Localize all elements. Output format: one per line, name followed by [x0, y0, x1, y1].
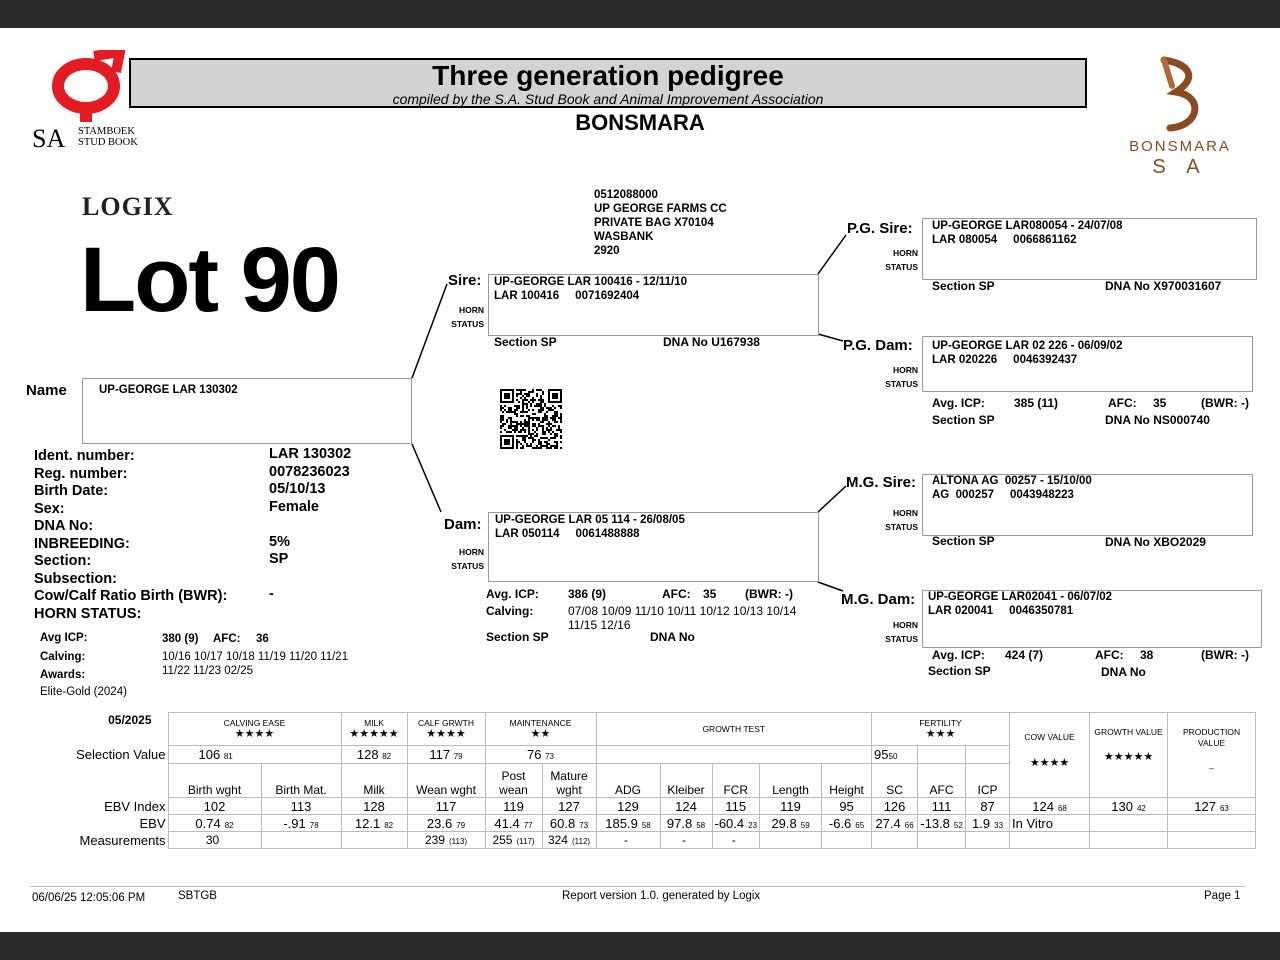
footer-report: Report version 1.0. generated by Logix — [562, 890, 761, 902]
ebv-cell: 60.8 73 — [542, 815, 596, 832]
group-milk: MILK ★★★★★ — [341, 713, 407, 746]
dam-afc-label: AFC: — [662, 587, 691, 601]
group-cow-value: COW VALUE ★★★★ — [1010, 713, 1090, 798]
logix-logo: LOGIX — [82, 192, 174, 221]
measurement-cell: - — [596, 832, 660, 849]
animal-field-label: INBREEDING: — [34, 535, 130, 552]
pg-dam-afc: 35 — [1153, 396, 1167, 410]
pg-dam-dna: DNA No NS000740 — [1105, 413, 1210, 427]
ebv-index-cell: 124 — [660, 798, 712, 815]
cow-value-index: 124 68 — [1010, 798, 1090, 815]
ebv-index-cell: 95 — [822, 798, 872, 815]
ebv-index-cell: 115 — [712, 798, 760, 815]
ebv-cell: -6.6 65 — [822, 815, 872, 832]
measurement-cell — [918, 832, 966, 849]
selection-growth: 117 79 — [407, 746, 485, 764]
pg-dam-line1: UP-GEORGE LAR 02 226 - 06/09/02 — [932, 340, 1123, 352]
pg-dam-label: P.G. Dam: — [843, 337, 913, 354]
ebv-index-cell: 87 — [966, 798, 1010, 815]
pg-dam-line2: LAR 020226 0046392437 — [932, 354, 1078, 366]
animal-field-value: 0078236023 — [269, 463, 350, 480]
in-vitro-cell: In Vitro — [1010, 815, 1090, 832]
column-header: Length — [760, 764, 822, 798]
animal-field-label: Reg. number: — [34, 465, 128, 482]
ebv-index-cell: 129 — [596, 798, 660, 815]
mg-dam-dna: DNA No — [1101, 665, 1146, 679]
animal-field-label: DNA No: — [34, 518, 94, 534]
column-header: SC — [872, 764, 918, 798]
measurement-cell — [261, 832, 341, 849]
dam-calving-label: Calving: — [486, 604, 534, 618]
group-growth-value: GROWTH VALUE ★★★★★ — [1090, 713, 1168, 798]
column-header: ADG — [596, 764, 660, 798]
mg-dam-avg-icp: 424 (7) — [1005, 648, 1044, 662]
animal-field-label: Ident. number: — [34, 448, 135, 464]
calf-growth-stars-icon: ★★★★ — [426, 728, 466, 740]
animal-field-label: Birth Date: — [34, 483, 109, 499]
column-header: Wean wght — [407, 764, 485, 798]
mg-sire-horn-status: HORN STATUS — [885, 508, 918, 532]
dam-line2: LAR 050114 0061488888 — [495, 528, 640, 540]
pg-dam-avg-icp: 385 (11) — [1014, 396, 1059, 410]
measurement-cell: 30 — [168, 832, 261, 849]
pg-sire-label: P.G. Sire: — [847, 220, 913, 237]
animal-avg-icp: 380 (9) — [162, 633, 199, 645]
column-header: ICP — [966, 764, 1010, 798]
column-header: FCR — [712, 764, 760, 798]
animal-calving-label: Calving: — [40, 651, 86, 663]
logo-studbook: STUD BOOK — [78, 137, 138, 148]
ebv-table — [20, 712, 1256, 849]
column-header: Height — [822, 764, 872, 798]
pg-dam-bwr: (BWR: -) — [1201, 396, 1249, 410]
growth-value-index: 130 42 — [1090, 798, 1168, 815]
measurement-cell: 324 (112) — [542, 832, 596, 849]
growth-value-stars-icon: ★★★★★ — [1103, 751, 1154, 763]
mg-dam-line2: LAR 020041 0046350781 — [928, 605, 1074, 617]
production-value-index: 127 63 — [1168, 798, 1256, 815]
sire-dna: DNA No U167938 — [663, 335, 760, 349]
page-title: Three generation pedigree — [432, 60, 784, 91]
animal-field-value: - — [269, 586, 274, 602]
dam-section: Section SP — [486, 630, 549, 644]
mg-sire-line2: AG 000257 0043948223 — [932, 489, 1074, 501]
ebv-cell: -.91 78 — [261, 815, 341, 832]
dam-bwr: (BWR: -) — [745, 587, 793, 601]
group-calving-ease: CALVING EASE ★★★★ — [168, 713, 341, 746]
dam-horn-status: HORN STATUS — [451, 547, 484, 571]
lot-number: Lot 90 — [80, 229, 339, 331]
footer-page: Page 1 — [1204, 890, 1241, 902]
animal-awards-label: Awards: — [40, 669, 86, 681]
animal-afc-label: AFC: — [213, 633, 241, 645]
animal-field-label: Cow/Calf Ratio Birth (BWR): — [34, 588, 228, 604]
animal-field-value: LAR 130302 — [269, 446, 352, 462]
measurement-cell: - — [660, 832, 712, 849]
pg-dam-horn-status: HORN STATUS — [885, 365, 918, 389]
selection-milk: 128 82 — [341, 746, 407, 764]
row-label-index: EBV Index — [104, 798, 166, 814]
group-calf-growth: CALF GRWTH ★★★★ — [407, 713, 485, 746]
animal-calving-2: 11/22 11/23 02/25 — [162, 665, 254, 677]
column-header: Birth Mat. — [261, 764, 341, 798]
ebv-cell: -60.4 23 — [712, 815, 760, 832]
ebv-index-cell: 111 — [918, 798, 966, 815]
ebv-index-cell: 126 — [872, 798, 918, 815]
sire-line2: LAR 100416 0071692404 — [494, 290, 640, 302]
selection-maintenance: 76 73 — [485, 746, 596, 764]
dam-dna: DNA No — [650, 630, 695, 644]
ebv-index-cell: 119 — [760, 798, 822, 815]
animal-awards: Elite-Gold (2024) — [40, 686, 127, 698]
animal-avg-icp-label: Avg ICP: — [40, 632, 88, 644]
ebv-cell: -13.8 52 — [918, 815, 966, 832]
milk-stars-icon: ★★★★★ — [349, 728, 399, 740]
measurement-cell — [341, 832, 407, 849]
mg-dam-afc-label: AFC: — [1095, 648, 1124, 662]
mg-sire-section: Section SP — [932, 534, 995, 548]
production-value-stars: – — [1209, 763, 1214, 773]
ebv-index-cell: 102 — [168, 798, 261, 815]
ebv-cell: 12.1 82 — [341, 815, 407, 832]
dam-label: Dam: — [444, 516, 482, 533]
footer-user: SBTGB — [178, 890, 217, 902]
ebv-index-cell: 128 — [341, 798, 407, 815]
table-date: 05/2025 — [108, 712, 152, 727]
column-header: Milk — [341, 764, 407, 798]
animal-field-value: Female — [269, 498, 319, 515]
column-header: Birth wght — [168, 764, 261, 798]
bonsmara-sa-text: S A — [1152, 156, 1208, 178]
cow-value-stars-icon: ★★★★ — [1029, 757, 1070, 769]
pg-sire-section: Section SP — [932, 279, 995, 293]
fertility-stars-icon: ★★★ — [925, 728, 956, 740]
qr-code — [500, 389, 562, 449]
measurement-cell: - — [712, 832, 760, 849]
mg-sire-dna: DNA No XBO2029 — [1105, 535, 1206, 549]
footer-datetime: 06/06/25 12:05:06 PM — [32, 892, 146, 904]
column-header: AFC — [918, 764, 966, 798]
page-subtitle: compiled by the S.A. Stud Book and Animal Improvement Association — [392, 91, 824, 107]
group-fertility: FERTILITY ★★★ — [872, 713, 1010, 746]
animal-field-value: SP — [269, 551, 289, 567]
selection-calving: 106 81 — [168, 746, 341, 764]
ebv-index-cell: 127 — [542, 798, 596, 815]
pedigree-page — [0, 28, 1280, 932]
column-header: Kleiber — [660, 764, 712, 798]
group-growth-test: GROWTH TEST — [596, 713, 872, 746]
mg-dam-bwr: (BWR: -) — [1201, 648, 1249, 662]
mg-dam-section: Section SP — [928, 664, 991, 678]
breeder-address: 0512088000 UP GEORGE FARMS CC PRIVATE BAG X70104 WASBANK 2920 — [594, 189, 727, 257]
measurement-cell — [872, 832, 918, 849]
sire-label: Sire: — [448, 272, 482, 289]
dam-calving-1: 07/08 10/09 11/10 10/11 10/12 10/13 10/14 — [568, 604, 797, 618]
row-label-measurements: Measurements — [79, 832, 166, 848]
ebv-cell: 41.4 77 — [485, 815, 542, 832]
dam-avg-icp: 386 (9) — [568, 587, 607, 601]
footer-divider — [30, 886, 1245, 887]
animal-field-value: 5% — [269, 533, 290, 550]
mg-dam-line1: UP-GEORGE LAR02041 - 06/07/02 — [928, 591, 1113, 603]
pg-dam-avg-icp-label: Avg. ICP: — [932, 396, 985, 410]
logo-sa-text: SA — [32, 124, 66, 153]
animal-name: UP-GEORGE LAR 130302 — [99, 384, 238, 396]
dam-line1: UP-GEORGE LAR 05 114 - 26/08/05 — [495, 514, 685, 526]
ebv-index-cell: 117 — [407, 798, 485, 815]
ebv-cell: 27.4 66 — [872, 815, 918, 832]
animal-afc: 36 — [256, 633, 269, 645]
bonsmara-logo-text: BONSMARA — [1129, 138, 1231, 155]
column-header: Mature wght — [542, 764, 596, 798]
sire-line1: UP-GEORGE LAR 100416 - 12/11/10 — [494, 276, 688, 288]
logo-stamboek: STAMBOEK — [78, 126, 135, 137]
pg-dam-afc-label: AFC: — [1108, 396, 1137, 410]
name-label: Name — [26, 382, 67, 399]
sire-section: Section SP — [494, 335, 557, 349]
measurement-cell — [822, 832, 872, 849]
ebv-index-cell: 113 — [261, 798, 341, 815]
row-label-selection: Selection Value — [76, 747, 166, 762]
mg-dam-avg-icp-label: Avg. ICP: — [932, 648, 985, 662]
calving-ease-stars-icon: ★★★★ — [234, 728, 275, 740]
mg-sire-label: M.G. Sire: — [846, 474, 917, 491]
group-production-value: PRODUCTION VALUE – — [1168, 713, 1256, 798]
animal-calving-1: 10/16 10/17 10/18 11/19 11/20 11/21 — [162, 651, 349, 663]
pg-sire-line1: UP-GEORGE LAR080054 - 24/07/08 — [932, 220, 1123, 232]
dam-calving-2: 11/15 12/16 — [568, 618, 631, 632]
pg-sire-dna: DNA No X970031607 — [1105, 279, 1222, 293]
maintenance-stars-icon: ★★ — [530, 728, 551, 740]
pg-sire-horn-status: HORN STATUS — [885, 248, 918, 272]
ebv-cell: 23.6 79 — [407, 815, 485, 832]
animal-field-label: HORN STATUS: — [34, 605, 142, 622]
measurement-cell — [760, 832, 822, 849]
measurement-cell: 239 (113) — [407, 832, 485, 849]
mg-dam-label: M.G. Dam: — [841, 591, 916, 608]
pg-dam-section: Section SP — [932, 413, 995, 427]
animal-field-label: Subsection: — [34, 570, 117, 587]
animal-field-value: 05/10/13 — [269, 481, 326, 497]
measurement-cell: 255 (117) — [485, 832, 542, 849]
mg-dam-afc: 38 — [1140, 648, 1154, 662]
ebv-index-cell: 119 — [485, 798, 542, 815]
animal-field-label: Section: — [34, 553, 92, 569]
ebv-cell: 0.74 82 — [168, 815, 261, 832]
measurement-cell — [966, 832, 1010, 849]
row-label-ebv: EBV — [139, 815, 166, 831]
dam-avg-icp-label: Avg. ICP: — [486, 587, 539, 601]
ebv-cell: 29.8 59 — [760, 815, 822, 832]
selection-fertility: 9550 — [872, 746, 918, 764]
ebv-cell: 1.9 33 — [966, 815, 1010, 832]
pg-sire-line2: LAR 080054 0066861162 — [932, 234, 1077, 246]
group-maintenance: MAINTENANCE ★★ — [485, 713, 596, 746]
mg-dam-horn-status: HORN STATUS — [885, 620, 918, 644]
ebv-cell: 97.8 58 — [660, 815, 712, 832]
sire-horn-status: HORN STATUS — [451, 305, 484, 329]
dam-afc: 35 — [703, 587, 717, 601]
ebv-cell: 185.9 58 — [596, 815, 660, 832]
mg-sire-line1: ALTONA AG 00257 - 15/10/00 — [932, 475, 1092, 487]
column-header: Post wean — [485, 764, 542, 798]
breed-name: BONSMARA — [575, 110, 705, 135]
animal-field-label: Sex: — [34, 500, 65, 517]
